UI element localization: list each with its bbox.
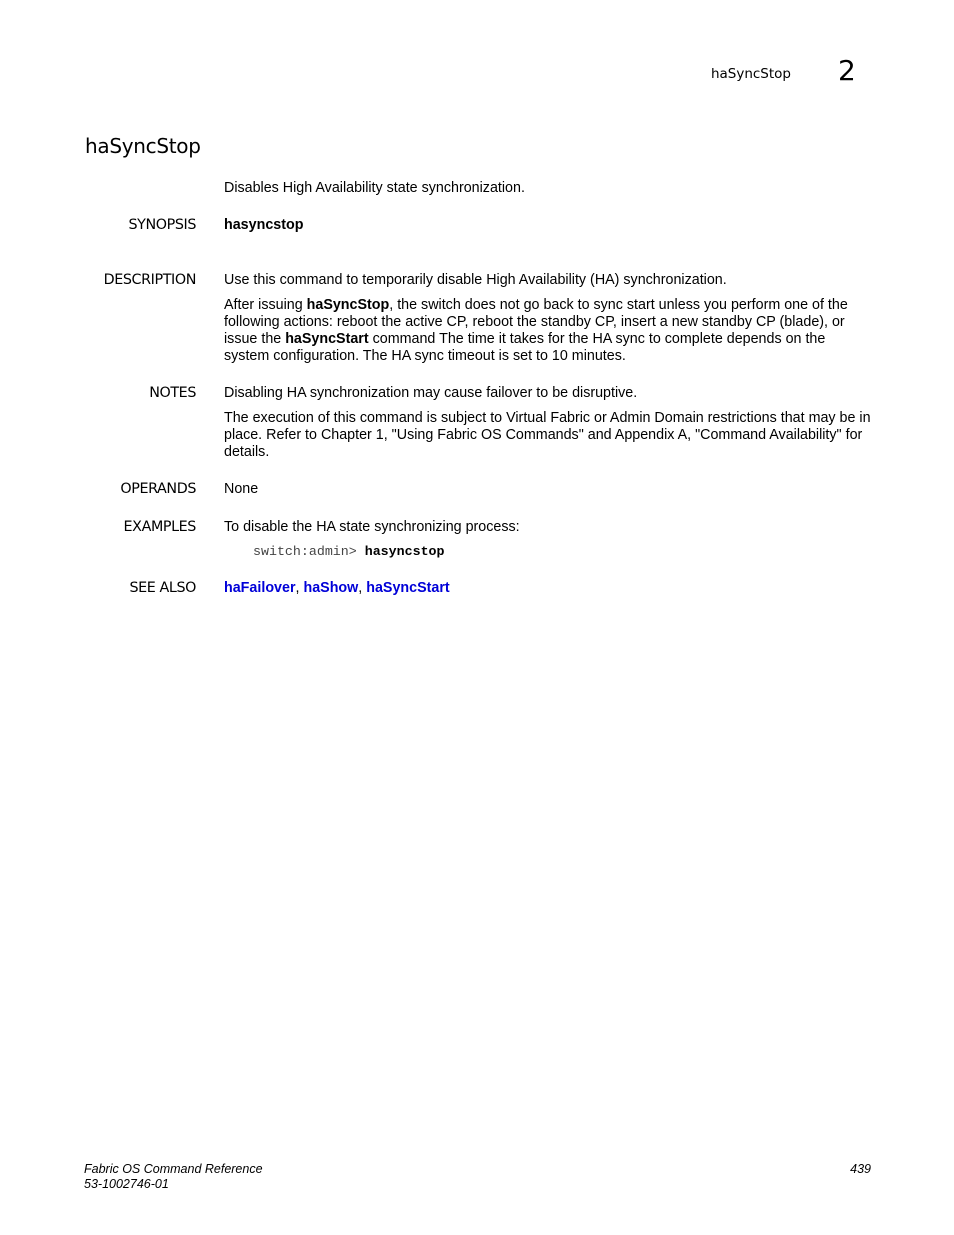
description-para-1: Use this command to temporarily disable High Availability (HA) synchronization.	[224, 272, 727, 288]
chapter-number: 2	[838, 54, 856, 87]
section-label-description: DESCRIPTION	[103, 272, 196, 288]
link-hashow[interactable]: haShow	[303, 580, 359, 596]
section-label-synopsis: SYNOPSIS	[128, 217, 196, 233]
see-also-links	[224, 580, 872, 597]
notes-para-1: Disabling HA synchronization may cause failover to be disruptive.	[224, 385, 638, 401]
link-hasyncstart[interactable]: haSyncStart	[366, 580, 450, 596]
description-para-2-bold-a: haSyncStop	[306, 297, 390, 313]
description-para-2-text-c: command The time it takes for the HA sync to complete depends on the system configuration. The HA sync timeout is set to 10 minutes.	[224, 331, 826, 364]
description-para-2-text-b: , the switch does not go back to sync start unless you perform one of the following actions: reboot the active CP, reboot the standby CP, insert a new standby CP (blade), or issue the	[224, 297, 848, 347]
section-label-examples: EXAMPLES	[123, 519, 196, 535]
command-summary: Disables High Availability state synchronization.	[224, 180, 525, 196]
example-prompt: switch:admin>	[253, 544, 365, 559]
operands-text: None	[224, 481, 259, 497]
synopsis-text	[224, 217, 872, 234]
example-code	[253, 544, 445, 559]
section-label-operands: OPERANDS	[120, 481, 196, 497]
link-hafailover[interactable]: haFailover	[224, 580, 296, 596]
example-command: hasyncstop	[364, 544, 445, 559]
see-also-separator: ,	[358, 580, 367, 596]
running-header-title: haSyncStop	[710, 66, 791, 82]
examples-intro: To disable the HA state synchronizing process:	[224, 519, 520, 535]
footer-doc-info	[84, 1162, 263, 1192]
description-para-2-bold-b: haSyncStart	[285, 331, 369, 347]
section-label-notes: NOTES	[149, 385, 196, 401]
footer-page-number: 439	[850, 1162, 871, 1176]
synopsis-command: hasyncstop	[224, 217, 304, 233]
see-also-separator: ,	[295, 580, 304, 596]
footer-doc-number: 53-1002746-01	[84, 1177, 169, 1191]
notes-para-2: The execution of this command is subject to Virtual Fabric or Admin Domain restrictions that may be in place. Refer to Chapter 1, "Using Fabric OS Commands" and Appendix A, "Command Availability" for details.	[224, 410, 871, 460]
section-label-see-also: SEE ALSO	[129, 580, 196, 596]
page-title: haSyncStop	[85, 134, 201, 158]
description-para-2	[224, 297, 872, 365]
description-para-2-text-a: After issuing	[224, 297, 307, 313]
footer-doc-title: Fabric OS Command Reference	[84, 1162, 263, 1176]
